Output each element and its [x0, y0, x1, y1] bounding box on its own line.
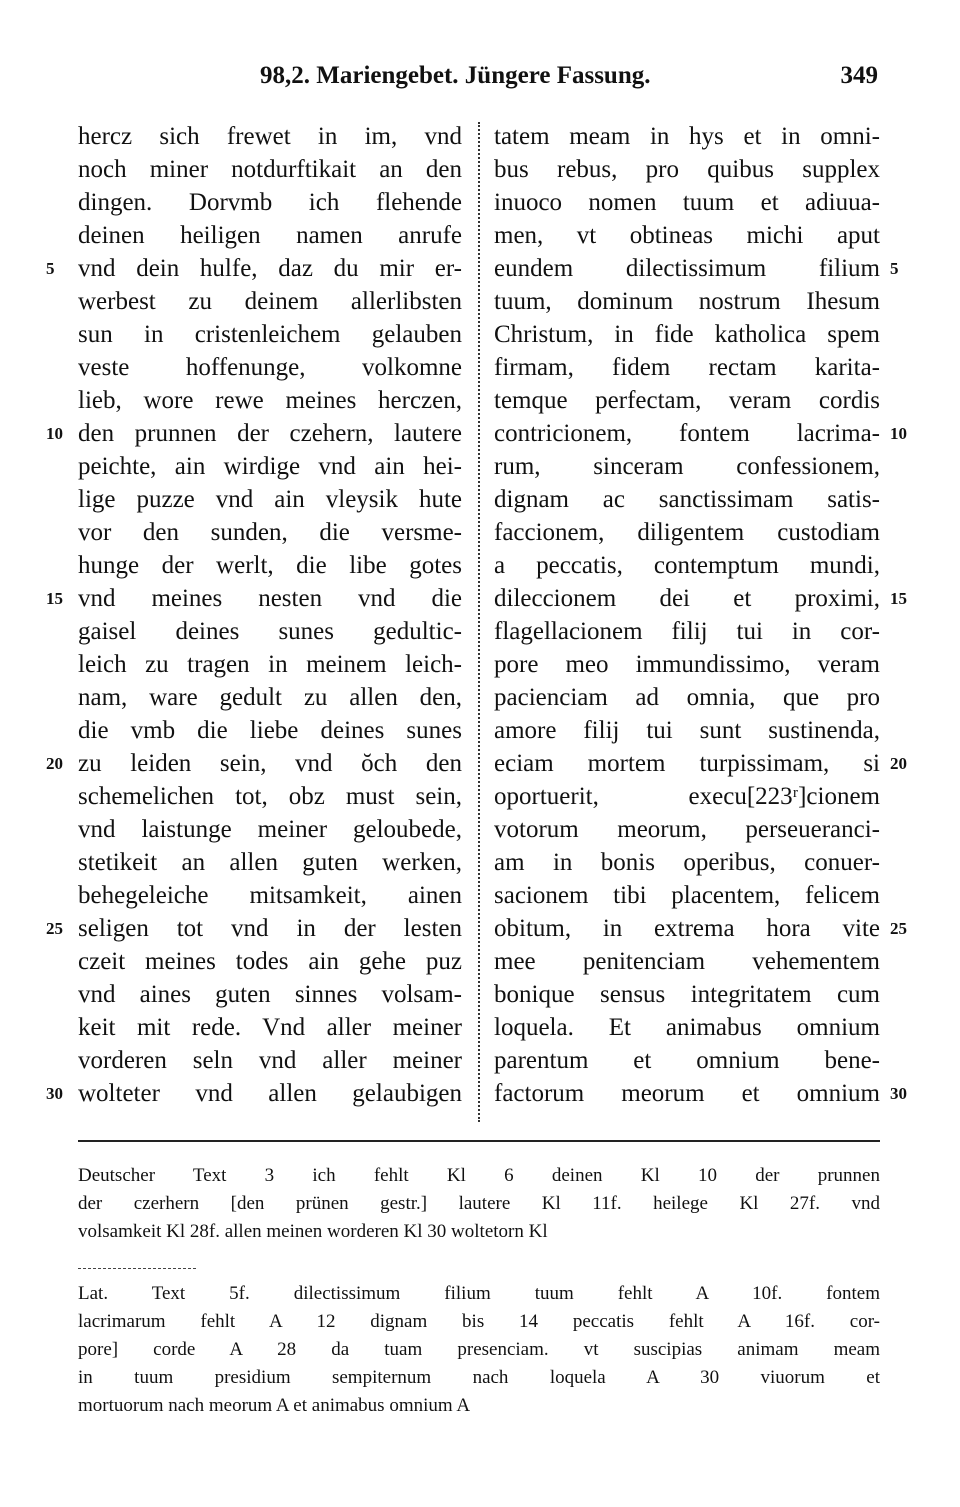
- text-line: zu leiden sein, vnd ŏch den: [78, 750, 462, 777]
- apparatus-line: der czerhern [den prünen gestr.] lautere Kl 11f. heilege Kl 27f. vnd: [78, 1193, 880, 1214]
- text-line: den prunnen der czehern, lautere: [78, 420, 462, 447]
- text-line: vnd aines guten sinnes volsam-: [78, 981, 462, 1008]
- text-line: men, vt obtineas michi aput: [494, 222, 880, 249]
- apparatus-line: lacrimarum fehlt A 12 dignam bis 14 peccatis fehlt A 16f. cor-: [78, 1311, 880, 1332]
- text-line: mee penitenciam vehementem: [494, 948, 880, 975]
- apparatus-latin: [78, 1280, 880, 1420]
- running-title: 98,2. Mariengebet. Jüngere Fassung.: [260, 62, 651, 89]
- text-line: pore meo immundissimo, veram: [494, 651, 880, 678]
- text-line: rum, sinceram confessionem,: [494, 453, 880, 480]
- text-line: schemelichen tot, obz must sein,: [78, 783, 462, 810]
- text-line: a peccatis, contemptum mundi,: [494, 552, 880, 579]
- text-line: sacionem tibi placentem, felicem: [494, 882, 880, 909]
- text-line: vnd laistunge meiner geloubede,: [78, 816, 462, 843]
- line-number-right: 10: [890, 424, 907, 443]
- line-number-right: 5: [890, 259, 899, 278]
- apparatus-line: Lat. Text 5f. dilectissimum filium tuum fehlt A 10f. fontem: [78, 1283, 880, 1304]
- text-line: stetikeit an allen guten werken,: [78, 849, 462, 876]
- apparatus-line: in tuum presidium sempiternum nach loquela A 30 viuorum et: [78, 1367, 880, 1388]
- text-line: loquela. Et animabus omnium: [494, 1014, 880, 1041]
- line-number-right: 30: [890, 1084, 907, 1103]
- text-line: czeit meines todes ain gehe puz: [78, 948, 462, 975]
- text-line: dingen. Dorvmb ich flehende: [78, 189, 462, 216]
- text-line: contricionem, fontem lacrima-: [494, 420, 880, 447]
- line-number-left: 15: [46, 589, 63, 608]
- text-line: pacienciam ad omnia, que pro: [494, 684, 880, 711]
- text-line: factorum meorum et omnium: [494, 1080, 880, 1107]
- line-number-right: 15: [890, 589, 907, 608]
- text-line: hunge der werlt, die libe gotes: [78, 552, 462, 579]
- text-line: lige puzze vnd ain vleysik hute: [78, 486, 462, 513]
- text-line: hercz sich frewet in im, vnd: [78, 123, 462, 150]
- line-number-left: 5: [46, 259, 55, 278]
- text-line: seligen tot vnd in der lesten: [78, 915, 462, 942]
- text-line: temque perfectam, veram cordis: [494, 387, 880, 414]
- line-number-left: 25: [46, 919, 63, 938]
- text-line: leich zu tragen in meinem leich-: [78, 651, 462, 678]
- apparatus-line: mortuorum nach meorum A et animabus omnium A: [78, 1395, 471, 1416]
- text-line: behegeleiche mitsamkeit, ainen: [78, 882, 462, 909]
- text-line: tatem meam in hys et in omni-: [494, 123, 880, 150]
- text-line: die vmb die liebe deines sunes: [78, 717, 462, 744]
- text-line: parentum et omnium bene-: [494, 1047, 880, 1074]
- text-line: firmam, fidem rectam karita-: [494, 354, 880, 381]
- line-number-left: 10: [46, 424, 63, 443]
- line-number-right: 20: [890, 754, 907, 773]
- text-line: eciam mortem turpissimam, si: [494, 750, 880, 777]
- footnote-rule: [78, 1140, 880, 1142]
- text-line: peichte, ain wirdige vnd ain hei-: [78, 453, 462, 480]
- running-header: [0, 62, 960, 98]
- text-line: vorderen seln vnd aller meiner: [78, 1047, 462, 1074]
- apparatus-line: volsamkeit Kl 28f. allen meinen worderen Kl 30 woltetorn Kl: [78, 1221, 548, 1242]
- text-line: dileccionem dei et proximi,: [494, 585, 880, 612]
- apparatus-separator: [78, 1268, 196, 1269]
- text-line: dignam ac sanctissimam satis-: [494, 486, 880, 513]
- text-line: werbest zu deinem allerlibsten: [78, 288, 462, 315]
- text-line: nam, ware gedult zu allen den,: [78, 684, 462, 711]
- apparatus-german: [78, 1162, 880, 1246]
- apparatus-line: Deutscher Text 3 ich fehlt Kl 6 deinen Kl 10 der prunnen: [78, 1165, 880, 1186]
- text-line: inuoco nomen tuum et adiuua-: [494, 189, 880, 216]
- line-number-left: 30: [46, 1084, 63, 1103]
- text-line: wolteter vnd allen gelaubigen: [78, 1080, 462, 1107]
- text-line: am in bonis operibus, conuer-: [494, 849, 880, 876]
- text-line: eundem dilectissimum filium: [494, 255, 880, 282]
- text-line: vnd meines nesten vnd die: [78, 585, 462, 612]
- text-line: oportuerit, execu[223ʳ]cionem: [494, 783, 880, 810]
- line-number-right: 25: [890, 919, 907, 938]
- text-line: vor den sunden, die versme-: [78, 519, 462, 546]
- text-line: faccionem, diligentem custodiam: [494, 519, 880, 546]
- text-line: votorum meorum, perseueranci-: [494, 816, 880, 843]
- text-line: vnd dein hulfe, daz du mir er-: [78, 255, 462, 282]
- text-line: tuum, dominum nostrum Ihesum: [494, 288, 880, 315]
- text-line: noch miner notdurftikait an den: [78, 156, 462, 183]
- text-line: lieb, wore rewe meines herczen,: [78, 387, 462, 414]
- text-line: deinen heiligen namen anrufe: [78, 222, 462, 249]
- text-line: gaisel deines sunes gedultic-: [78, 618, 462, 645]
- column-divider: [478, 122, 480, 1122]
- text-line: veste hoffenunge, volkomne: [78, 354, 462, 381]
- line-number-left: 20: [46, 754, 63, 773]
- text-line: obitum, in extrema hora vite: [494, 915, 880, 942]
- page-number: 349: [840, 62, 878, 89]
- apparatus-line: pore] corde A 28 da tuam presenciam. vt suscipias animam meam: [78, 1339, 880, 1360]
- text-line: bonique sensus integritatem cum: [494, 981, 880, 1008]
- text-line: Christum, in fide katholica spem: [494, 321, 880, 348]
- text-line: amore filij tui sunt sustinenda,: [494, 717, 880, 744]
- text-line: bus rebus, pro quibus supplex: [494, 156, 880, 183]
- text-line: flagellacionem filij tui in cor-: [494, 618, 880, 645]
- text-line: keit mit rede. Vnd aller meiner: [78, 1014, 462, 1041]
- text-line: sun in cristenleichem gelauben: [78, 321, 462, 348]
